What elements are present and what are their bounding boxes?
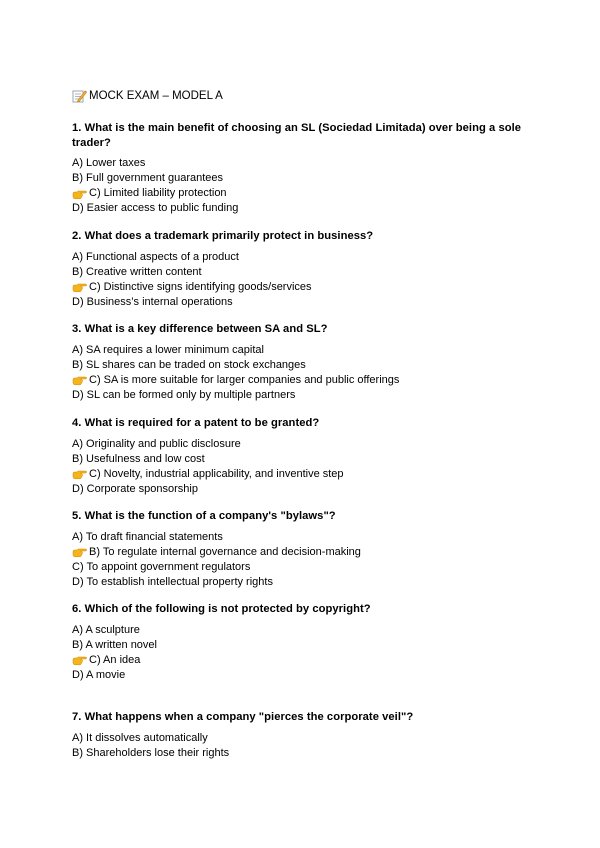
answer-option-label: D) Business’s internal operations	[72, 295, 233, 308]
answer-option-label: A) It dissolves automatically	[72, 731, 208, 744]
answer-option	[72, 201, 542, 216]
answer-option-label: B) Shareholders lose their rights	[72, 746, 230, 759]
question-text: 4. What is required for a patent to be granted?	[72, 417, 320, 429]
pointing-hand-icon	[72, 468, 87, 480]
answer-option-label: A) To draft financial statements	[72, 530, 223, 543]
answer-option-label: B) To regulate internal governance and decision-making	[89, 545, 361, 558]
question-text: 1. What is the main benefit of choosing an SL (Sociedad Limitada) over being a sole trader?	[72, 122, 522, 149]
pointing-hand-icon	[72, 374, 87, 386]
answer-option	[72, 265, 542, 280]
answer-option-label: A) SA requires a lower minimum capital	[72, 343, 264, 356]
answer-option-label: D) A movie	[72, 668, 126, 681]
question-block	[72, 229, 542, 310]
memo-icon	[72, 89, 87, 103]
pointing-hand-icon	[72, 654, 87, 666]
exam-title-text: MOCK EXAM – MODEL A	[89, 90, 223, 102]
pointing-hand-icon	[72, 546, 87, 558]
answer-option-label: D) Easier access to public funding	[72, 202, 239, 214]
pointing-hand-icon	[72, 281, 87, 293]
answer-option-label: B) Full government guarantees	[72, 172, 224, 184]
question-text: 5. What is the function of a company's "bylaws"?	[72, 510, 336, 522]
answer-option-label: C) To appoint government regulators	[72, 560, 251, 573]
answer-option	[72, 250, 542, 265]
pointing-hand-icon	[72, 188, 87, 200]
answer-option-label: A) Lower taxes	[72, 157, 146, 169]
answer-option-correct	[72, 186, 542, 201]
answer-option-label: A) Originality and public disclosure	[72, 437, 241, 450]
answer-option-label: B) A written novel	[72, 638, 157, 651]
answer-option-label: C) Limited liability protection	[89, 187, 227, 199]
answer-option-label: C) Distinctive signs identifying goods/services	[89, 280, 312, 293]
question-text: 6. Which of the following is not protected by copyright?	[72, 603, 371, 615]
answer-option-label: C) Novelty, industrial applicability, and inventive step	[89, 467, 344, 480]
answer-option	[72, 388, 542, 403]
answer-option-label: B) SL shares can be traded on stock exchanges	[72, 358, 306, 371]
answer-option-correct	[72, 467, 542, 482]
answer-option-correct	[72, 280, 542, 295]
answer-option-label: A) Functional aspects of a product	[72, 250, 239, 263]
answer-option	[72, 295, 542, 310]
answer-option	[72, 560, 542, 575]
answer-option	[72, 530, 542, 545]
question-block	[72, 602, 542, 683]
question-block	[72, 710, 542, 761]
answer-option-label: C) SA is more suitable for larger companies and public offerings	[89, 373, 400, 386]
question-block	[72, 509, 542, 590]
answer-option	[72, 452, 542, 467]
answer-option	[72, 638, 542, 653]
question-block	[72, 416, 542, 497]
question-text: 3. What is a key difference between SA and SL?	[72, 323, 328, 335]
answer-option-label: D) Corporate sponsorship	[72, 482, 198, 495]
answer-option-label: A) A sculpture	[72, 623, 140, 636]
answer-option	[72, 668, 542, 683]
answer-option	[72, 482, 542, 497]
answer-option-label: C) An idea	[89, 653, 141, 666]
answer-option	[72, 343, 542, 358]
answer-option-label: D) SL can be formed only by multiple partners	[72, 388, 296, 401]
question-block	[72, 322, 542, 403]
answer-option	[72, 623, 542, 638]
answer-option	[72, 746, 542, 761]
answer-option-correct	[72, 545, 542, 560]
exam-title	[72, 89, 223, 103]
answer-option-label: B) Usefulness and low cost	[72, 452, 205, 465]
question-block	[72, 121, 542, 216]
answer-option-correct	[72, 373, 542, 388]
question-text: 2. What does a trademark primarily protect in business?	[72, 230, 374, 242]
answer-option	[72, 156, 542, 171]
answer-option	[72, 731, 542, 746]
answer-option-label: D) To establish intellectual property rights	[72, 575, 273, 588]
answer-option	[72, 358, 542, 373]
answer-option-label: B) Creative written content	[72, 265, 202, 278]
question-text: 7. What happens when a company "pierces the corporate veil"?	[72, 711, 414, 723]
answer-option	[72, 575, 542, 590]
answer-option	[72, 437, 542, 452]
answer-option-correct	[72, 653, 542, 668]
answer-option	[72, 171, 542, 186]
